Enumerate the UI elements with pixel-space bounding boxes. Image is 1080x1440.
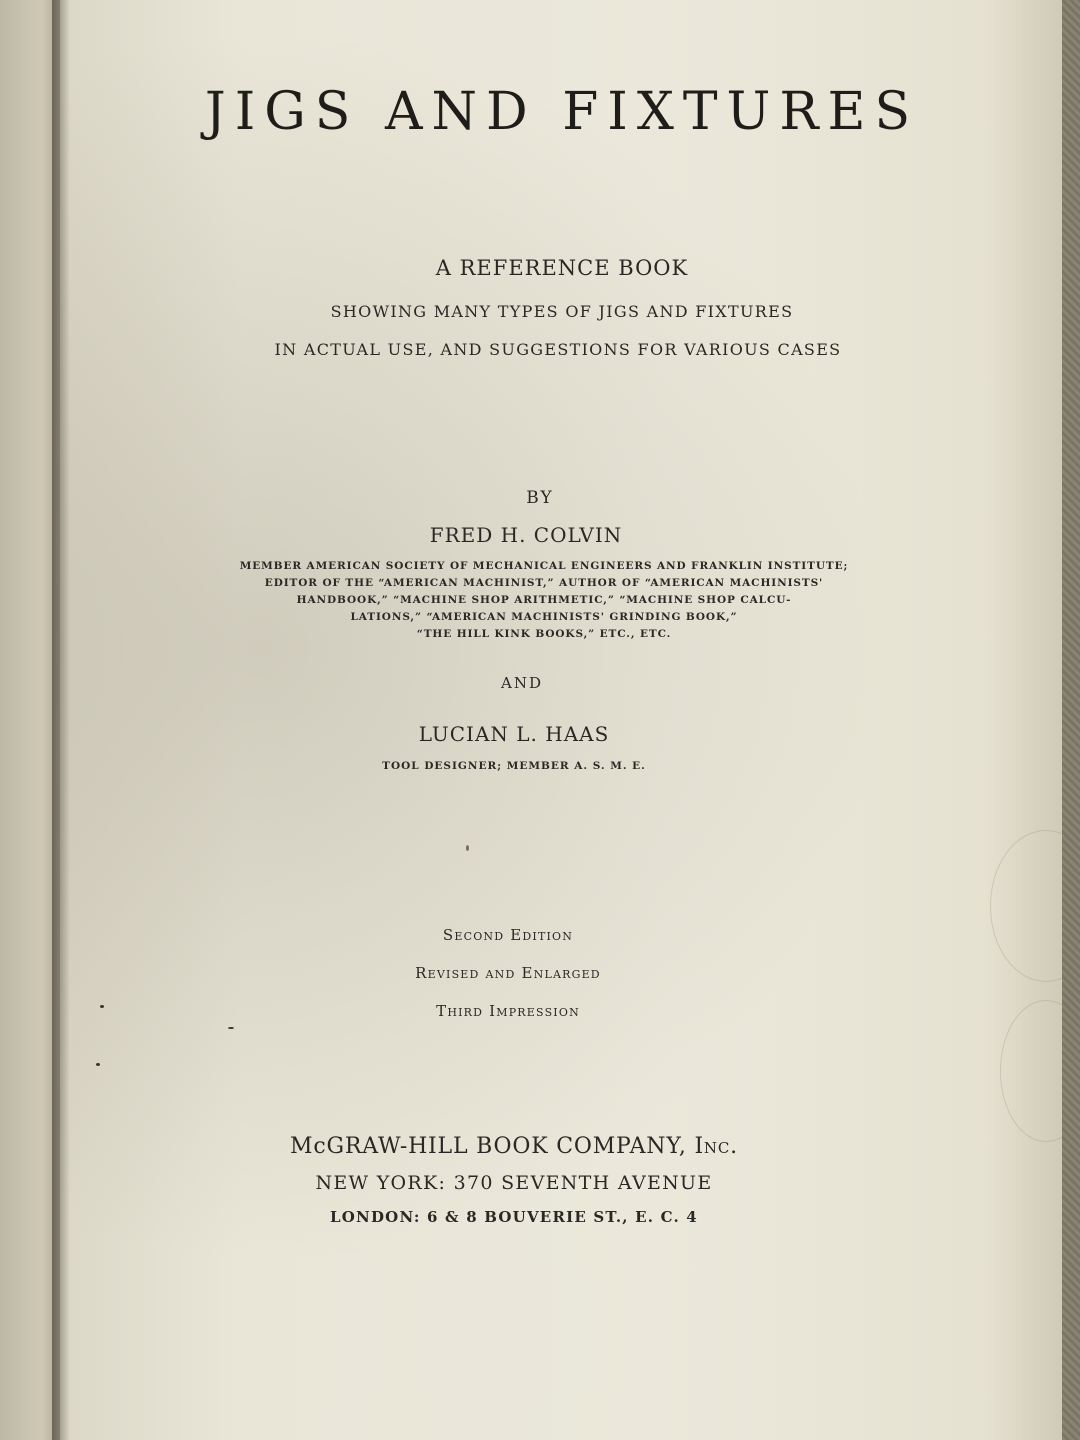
author-1-credentials: [42, 558, 1046, 643]
credential-line: EDITOR OF THE “AMERICAN MACHINIST,” AUTHOR OF “AMERICAN MACHINISTS': [264, 577, 824, 589]
credential-line: LATIONS,” “AMERICAN MACHINISTS' GRINDING BOOK,”: [350, 611, 738, 623]
publisher-name-text: McGRAW-HILL BOOK COMPANY,: [290, 1134, 687, 1159]
and-label: AND: [501, 674, 543, 692]
book-subtitle: A REFERENCE BOOK: [435, 256, 689, 280]
author-1-name: FRED H. COLVIN: [429, 523, 623, 547]
table-surface-edge: [1062, 0, 1080, 1440]
gutter-shadow: [52, 0, 70, 1440]
credential-line: “THE HILL KINK BOOKS,” ETC., ETC.: [416, 628, 672, 640]
edition-line: Second Edition: [442, 926, 574, 944]
book-title: JIGS AND FIXTURES: [204, 82, 920, 142]
paper-speck: [466, 845, 469, 851]
description-line-2: IN ACTUAL USE, AND SUGGESTIONS FOR VARIOUS CASES: [274, 340, 842, 359]
publisher-suffix: Inc.: [694, 1134, 738, 1159]
title-page: [60, 0, 1064, 1440]
publisher-name: [12, 1134, 1016, 1159]
publisher-address-new-york: NEW YORK: 370 SEVENTH AVENUE: [315, 1172, 713, 1194]
credential-line: HANDBOOK,” “MACHINE SHOP ARITHMETIC,” “MACHINE SHOP CALCU-: [296, 594, 792, 606]
credential-line: MEMBER AMERICAN SOCIETY OF MECHANICAL ENGINEERS AND FRANKLIN INSTITUTE;: [239, 560, 849, 572]
revision-line: Revised and Enlarged: [415, 964, 601, 982]
paper-speck: [100, 1005, 104, 1008]
impression-line: Third Impression: [436, 1002, 580, 1020]
author-2-name: LUCIAN L. HAAS: [418, 722, 610, 746]
author-2-credentials: TOOL DESIGNER; MEMBER A. S. M. E.: [382, 760, 646, 772]
publisher-address-london: LONDON: 6 & 8 BOUVERIE ST., E. C. 4: [330, 1208, 698, 1226]
description-line-1: SHOWING MANY TYPES OF JIGS AND FIXTURES: [330, 302, 794, 321]
by-label: BY: [526, 488, 554, 508]
paper-speck: [96, 1063, 100, 1066]
paper-speck: [228, 1027, 234, 1029]
